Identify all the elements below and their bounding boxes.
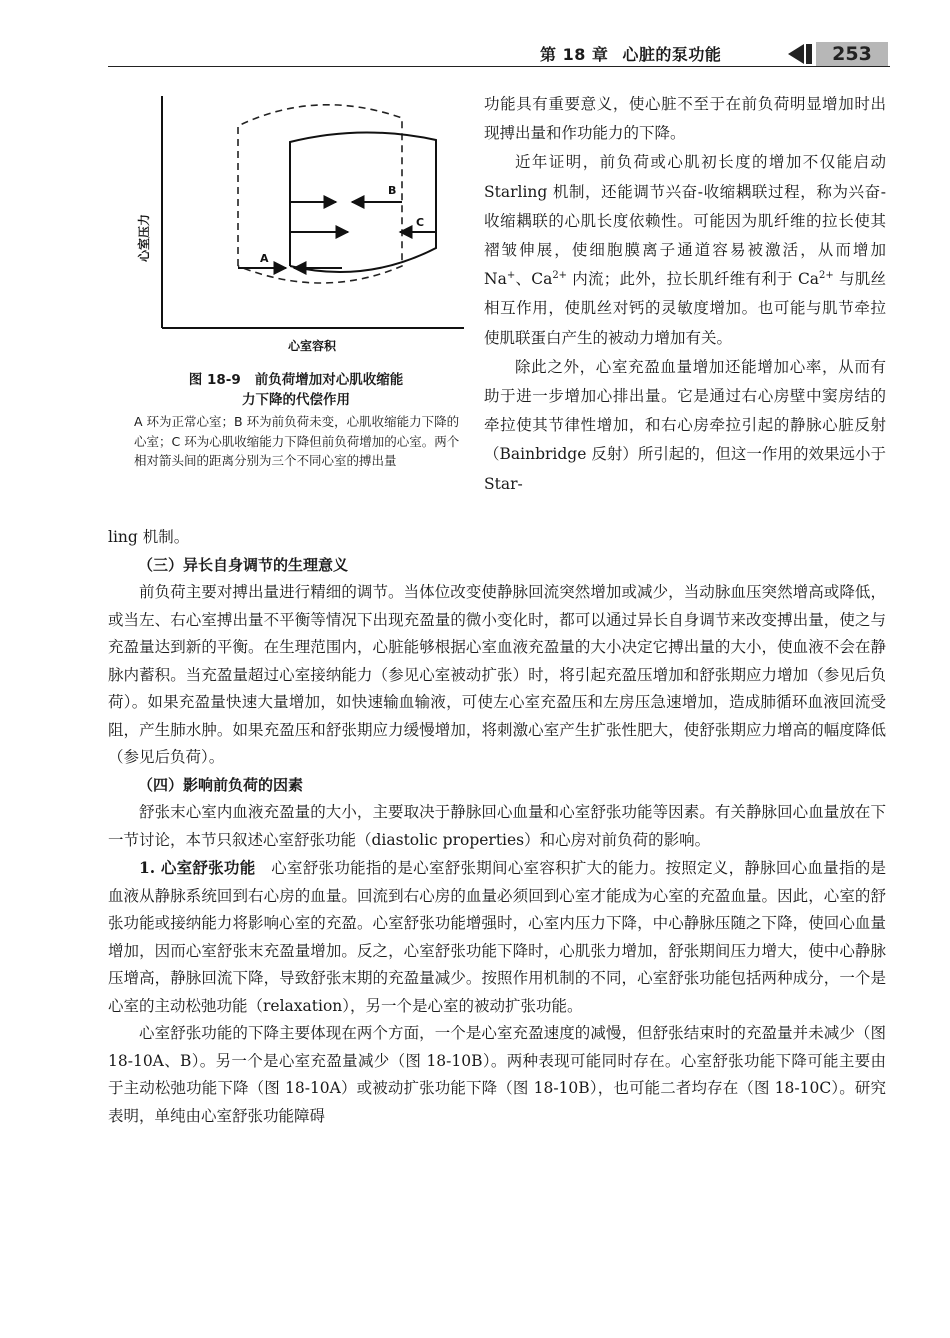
y-axis-label: 心室压力	[137, 213, 151, 263]
loop-label-b: B	[388, 184, 397, 197]
right-column	[484, 90, 886, 499]
subsection-1-heading: 1. 心室舒张功能	[139, 858, 256, 877]
section-3-paragraph: 前负荷主要对搏出量进行精细的调节。当体位改变使静脉回流突然增加或减少，当动脉血压突然增高或降低，或当左、右心室搏出量不平衡等情况下出现充盈量的微小变化时，都可以通过异长自身调节来改变搏出量，使之与充盈量达到新的平衡。在生理范围内，心脏能够根据心室血液充盈量的大小决定它搏出量的大小，使血液不会在静脉内蓄积。当充盈量超过心室接纳能力（参见心室被动扩张）时，将引起充盈压增加和舒张期应力增加（参见后负荷）。如果充盈量快速大量增加，如快速输血输液，可使左心室充盈压和左房压急速增加，造成肺循环血液回流受阻，产生肺水肿。如果充盈压和舒张期应力缓慢增加，将刺激心室产生扩张性肥大，使舒张期应力增高的幅度降低（参见后负荷）。	[108, 583, 886, 766]
caption-title-line2: 力下降的代偿作用	[242, 392, 350, 408]
right-para-3: 除此之外，心室充盈血量增加还能增加心率，从而有助于进一步增加心排出量。它是通过右心房壁中窦房结的牵拉使其节律性增加，和右心房牵拉引起的静脉心脏反射（Bainbridge 反射）所引起的，但这一作用的效果远小于 Star-	[484, 357, 886, 493]
section-3-heading: （三）异长自身调节的生理意义	[138, 555, 349, 574]
page-number: 253	[816, 42, 888, 66]
page-bar-icon	[806, 44, 812, 64]
loop-label-a: A	[260, 252, 269, 265]
chapter-number: 第 18 章	[540, 45, 609, 64]
chapter-title: 心脏的泵功能	[622, 45, 722, 64]
x-axis-label: 心室容积	[287, 339, 337, 353]
figure-number: 图 18-9	[188, 372, 241, 388]
continuation-text: ling 机制。	[108, 528, 190, 546]
right-para-2: 近年证明，前负荷或心肌初长度的增加不仅能启动 Starling 机制，还能调节兴奋-收缩耦联过程，称为兴奋-收缩耦联的心肌长度依赖性。可能因为肌纤维的拉长使其褶皱伸展，使细胞膜离子通道容易被激活，从而增加 Na+、$Ca^{2+}$ 内流；此外，拉长肌纤维有利于 $Ca^{2+}$ 与肌丝相互作用，使肌丝对钙的灵敏度增加。也可能与肌节牵拉使肌联蛋白产生的被动力增加有关。	[484, 153, 886, 347]
loop-label-c: C	[416, 216, 425, 229]
subsection-1-paragraph: 1. 心室舒张功能 心室舒张功能指的是心室舒张期间心室容积扩大的能力。按照定义，静脉回心血量指的是血液从静脉系统回到右心房的血量。回流到右心房的血量必须回到心室才能成为心室的充盈血量。因此，心室的舒张功能或接纳能力将影响心室的充盈。心室舒张功能增强时，心室内压力下降，中心静脉压随之下降，使回心血量增加，因而心室舒张末充盈量增加。反之，心室舒张功能下降时，心肌张力增加，舒张期间压力增大，使中心静脉压增高，静脉回流下降，导致舒张末期的充盈量减少。按照作用机制的不同，心室舒张功能包括两种成分，一个是心室的主动松弛功能（relaxation），另一个是心室的被动扩张功能。	[108, 858, 886, 1015]
right-para-1: 功能具有重要意义，使心脏不至于在前负荷明显增加时出现搏出量和作功能力的下降。	[484, 95, 886, 143]
header-rule	[108, 66, 890, 67]
caption-title-line1: 前负荷增加对心肌收缩能	[254, 372, 404, 388]
section-4-paragraph: 舒张末心室内血液充盈量的大小，主要取决于静脉回心血量和心室舒张功能等因素。有关静脉回心血量放在下一节讨论，本节只叙述心室舒张功能（diastolic properties）和心房对前负荷的影响。	[108, 803, 886, 849]
section-4-heading: （四）影响前负荷的因素	[138, 775, 304, 794]
page-arrow-icon	[788, 44, 804, 64]
main-text	[108, 524, 886, 1130]
pressure-volume-loops	[126, 88, 466, 368]
last-paragraph: 心室舒张功能的下降主要体现在两个方面，一个是心室充盈速度的减慢，但舒张结束时的充盈量并未减少（图 18-10A、B）。另一个是心室充盈量减少（图 18-10B）。两种表现可能同时存在。心室舒张功能下降可能主要由于主动松弛功能下降（图 18-10A）或被动扩张功能下降（图 18-10B），也可能二者均存在（图 18-10C）。研究表明，单纯由心室舒张功能障碍	[108, 1024, 886, 1125]
figure-18-9	[126, 88, 466, 368]
figure-caption-body: A 环为正常心室；B 环为前负荷未变，心肌收缩能力下降的心室；C 环为心肌收缩能力下降但前负荷增加的心室。两个相对箭头间的距离分别为三个不同心室的搏出量	[134, 414, 460, 468]
figure-caption-title	[126, 370, 466, 410]
running-head	[540, 42, 721, 65]
